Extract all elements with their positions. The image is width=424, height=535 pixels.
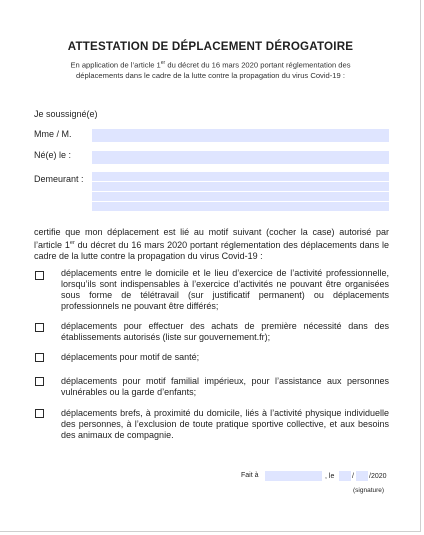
intro-paragraph [34,227,389,262]
intro-text-1: certifie que mon déplacement est lié au motif suivant (cocher la case) autorisé par l’article 1 [34,227,389,250]
reason-famille: déplacements pour motif familial impérieux, pour l’assistance aux personnes vulnérables ou la garde d’enfants; [61,376,389,397]
place-field[interactable] [265,471,322,481]
fait-a-label: Fait à [241,472,259,479]
address-line-divider [92,181,389,182]
document-subtitle [50,58,371,81]
date-slash: / [352,473,354,480]
checkbox-achats[interactable] [35,323,44,332]
address-line-divider [92,191,389,192]
signature-label: (signature) [353,487,385,494]
subtitle-text-3: déplacements dans le cadre de la lutte contre la propagation du virus Covid-19 : [76,70,345,80]
month-field[interactable] [356,471,368,481]
checkbox-travail[interactable] [35,271,44,280]
checkbox-famille[interactable] [35,377,44,386]
day-field[interactable] [339,471,351,481]
year-text: /2020 [369,473,387,480]
name-label: Mme / M. [34,129,72,139]
document-title: ATTESTATION DE DÉPLACEMENT DÉROGATOIRE [67,40,354,53]
birth-date-field[interactable] [92,151,389,164]
address-line-divider [92,201,389,202]
le-label: , le [325,473,335,480]
soussigne-label: Je soussigné(e) [34,109,98,119]
reason-sport: déplacements brefs, à proximité du domicile, liés à l’activité physique individuelle des personnes, à l’exclusion de toute pratique sportive collective, et aux besoins des animaux de compagnie. [61,408,389,440]
address-label: Demeurant : [34,174,84,184]
reason-sante: déplacements pour motif de santé; [61,352,200,362]
birth-date-label: Né(e) le : [34,150,72,160]
subtitle-text-2: du décret du 16 mars 2020 portant réglementation des [165,60,351,70]
checkbox-sport[interactable] [35,409,44,418]
intro-text-2: du décret du 16 mars 2020 portant réglementation des déplacements dans le cadre de la lutte contre la propagation du virus Covid-19 : [34,240,389,261]
reason-travail: déplacements entre le domicile et le lieu d’exercice de l’activité professionnelle, lorsqu’ils sont indispensables à l’exercice d’activités ne pouvant être organisées sous forme de télétravail (sur justificatif permanent) ou déplacements professionnels ne pouvant être différés; [61,268,389,311]
intro-sup: er [69,240,75,246]
reason-achats: déplacements pour effectuer des achats de première nécessité dans des établissements autorisés (liste sur gouvernement.fr); [61,321,389,342]
name-field[interactable] [92,129,389,142]
subtitle-sup: er [160,60,166,66]
checkbox-sante[interactable] [35,353,44,362]
subtitle-text-1: En application de l’article 1 [70,60,161,70]
